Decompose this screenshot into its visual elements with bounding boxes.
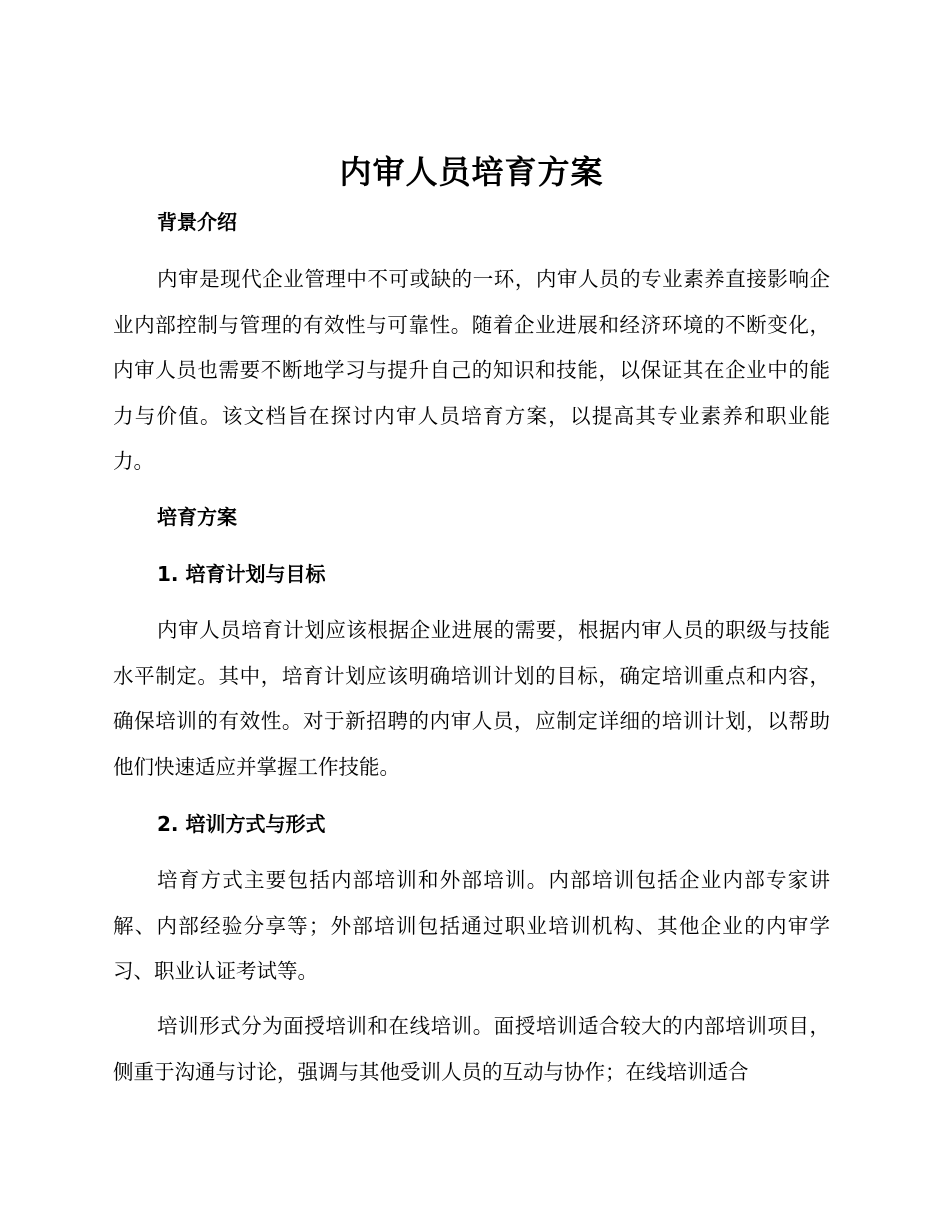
plan-heading: 培育方案 bbox=[157, 505, 237, 529]
document-title: 内审人员培育方案 bbox=[339, 153, 604, 191]
background-heading: 背景介绍 bbox=[157, 210, 237, 234]
section1-heading: 1. 培育计划与目标 bbox=[157, 562, 326, 586]
section1-paragraph: 内审人员培育计划应该根据企业进展的需要，根据内审人员的职级与技能水平制定。其中，培育计划应该明确培训计划的目标，确定培训重点和内容，确保培训的有效性。对于新招聘的内审人员，应制定详细的培训计划，以帮助他们快速适应并掌握工作技能。 bbox=[113, 618, 830, 779]
background-paragraph: 内审是现代企业管理中不可或缺的一环，内审人员的专业素养直接影响企业内部控制与管理的有效性与可靠性。随着企业进展和经济环境的不断变化，内审人员也需要不断地学习与提升自己的知识和技能，以保证其在企业中的能力与价值。该文档旨在探讨内审人员培育方案，以提高其专业素养和职业能力。 bbox=[113, 267, 830, 473]
section2-paragraph-2: 培训形式分为面授培训和在线培训。面授培训适合较大的内部培训项目，侧重于沟通与讨论，强调与其他受训人员的互动与协作；在线培训适合 bbox=[113, 1014, 830, 1084]
section2-paragraph-1: 培育方式主要包括内部培训和外部培训。内部培训包括企业内部专家讲解、内部经验分享等；外部培训包括通过职业培训机构、其他企业的内审学习、职业认证考试等。 bbox=[113, 868, 830, 983]
section2-heading: 2. 培训方式与形式 bbox=[157, 812, 326, 836]
